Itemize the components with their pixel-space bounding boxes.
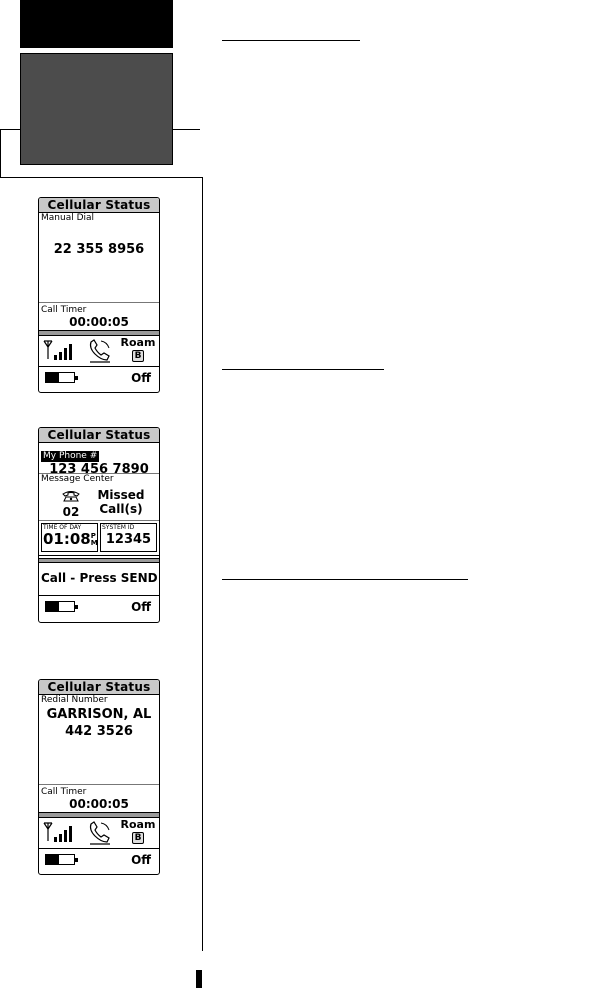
missed-call-count: 02	[62, 505, 80, 519]
my-phone-number: 123 456 7890	[49, 462, 149, 477]
call-timer-label: Call Timer	[41, 787, 87, 797]
cellular-status-screen-redial	[38, 679, 160, 875]
redial-contact-name: GARRISON, AL	[46, 707, 152, 722]
screen-title: Cellular Status	[39, 680, 159, 695]
system-id-value: 12345	[105, 532, 152, 547]
page-marker	[196, 970, 202, 988]
manual-dial-label: Manual Dial	[41, 213, 95, 223]
am-pm-bottom: M	[90, 539, 98, 547]
power-status: Off	[131, 371, 151, 385]
my-phone-label: My Phone #	[43, 451, 98, 461]
missed-line-2: Call(s)	[99, 502, 143, 516]
roam-indicator	[120, 337, 156, 362]
call-timer-value: 00:00:05	[69, 315, 129, 329]
heading-rule-1	[222, 40, 360, 41]
am-pm-top: P	[90, 532, 96, 540]
dialed-number: 22 355 8956	[53, 242, 145, 257]
time-of-day-value: 01:08	[43, 530, 91, 548]
system-id-box	[100, 523, 157, 552]
bracket-line	[0, 129, 20, 130]
redial-number-label: Redial Number	[41, 695, 108, 705]
message-center-label: Message Center	[41, 474, 114, 484]
battery-fill	[46, 373, 59, 382]
column-divider	[202, 177, 203, 951]
bracket-line	[173, 129, 200, 130]
redial-number: 442 3526	[65, 724, 133, 739]
phone-handset-icon	[87, 820, 113, 846]
section-tab-gray	[20, 53, 173, 165]
roam-band-badge: B	[132, 832, 145, 844]
heading-rule-2	[222, 369, 384, 370]
battery-icon	[45, 601, 75, 612]
heading-rule-3	[222, 579, 468, 580]
roam-band-badge: B	[132, 350, 145, 362]
phone-handset-icon	[87, 338, 113, 364]
battery-icon	[45, 854, 75, 865]
call-press-send-prompt: Call - Press SEND	[41, 571, 158, 585]
time-of-day-box	[41, 523, 98, 552]
missed-line-1: Missed	[97, 488, 145, 502]
power-status: Off	[131, 853, 151, 867]
screen-title: Cellular Status	[39, 198, 159, 213]
call-timer-value: 00:00:05	[69, 797, 129, 811]
bracket-line	[0, 177, 202, 178]
telephone-icon	[62, 490, 80, 502]
power-status: Off	[131, 600, 151, 614]
signal-strength-icon	[43, 339, 75, 363]
signal-strength-icon	[43, 821, 75, 845]
roam-indicator	[120, 819, 156, 844]
battery-terminal	[75, 376, 78, 380]
battery-terminal	[75, 605, 78, 609]
system-id-label: SYSTEM ID	[102, 524, 135, 531]
bracket-line	[0, 129, 1, 177]
roam-label: Roam	[120, 818, 156, 831]
roam-label: Roam	[120, 336, 156, 349]
time-of-day-label: TIME OF DAY	[43, 524, 82, 531]
screen-title: Cellular Status	[39, 428, 159, 443]
section-tab-black	[20, 0, 173, 48]
battery-fill	[46, 855, 59, 864]
cellular-status-screen-main	[38, 427, 160, 623]
cellular-status-screen-manual-dial	[38, 197, 160, 393]
call-timer-label: Call Timer	[41, 305, 87, 315]
battery-terminal	[75, 858, 78, 862]
battery-fill	[46, 602, 59, 611]
battery-icon	[45, 372, 75, 383]
